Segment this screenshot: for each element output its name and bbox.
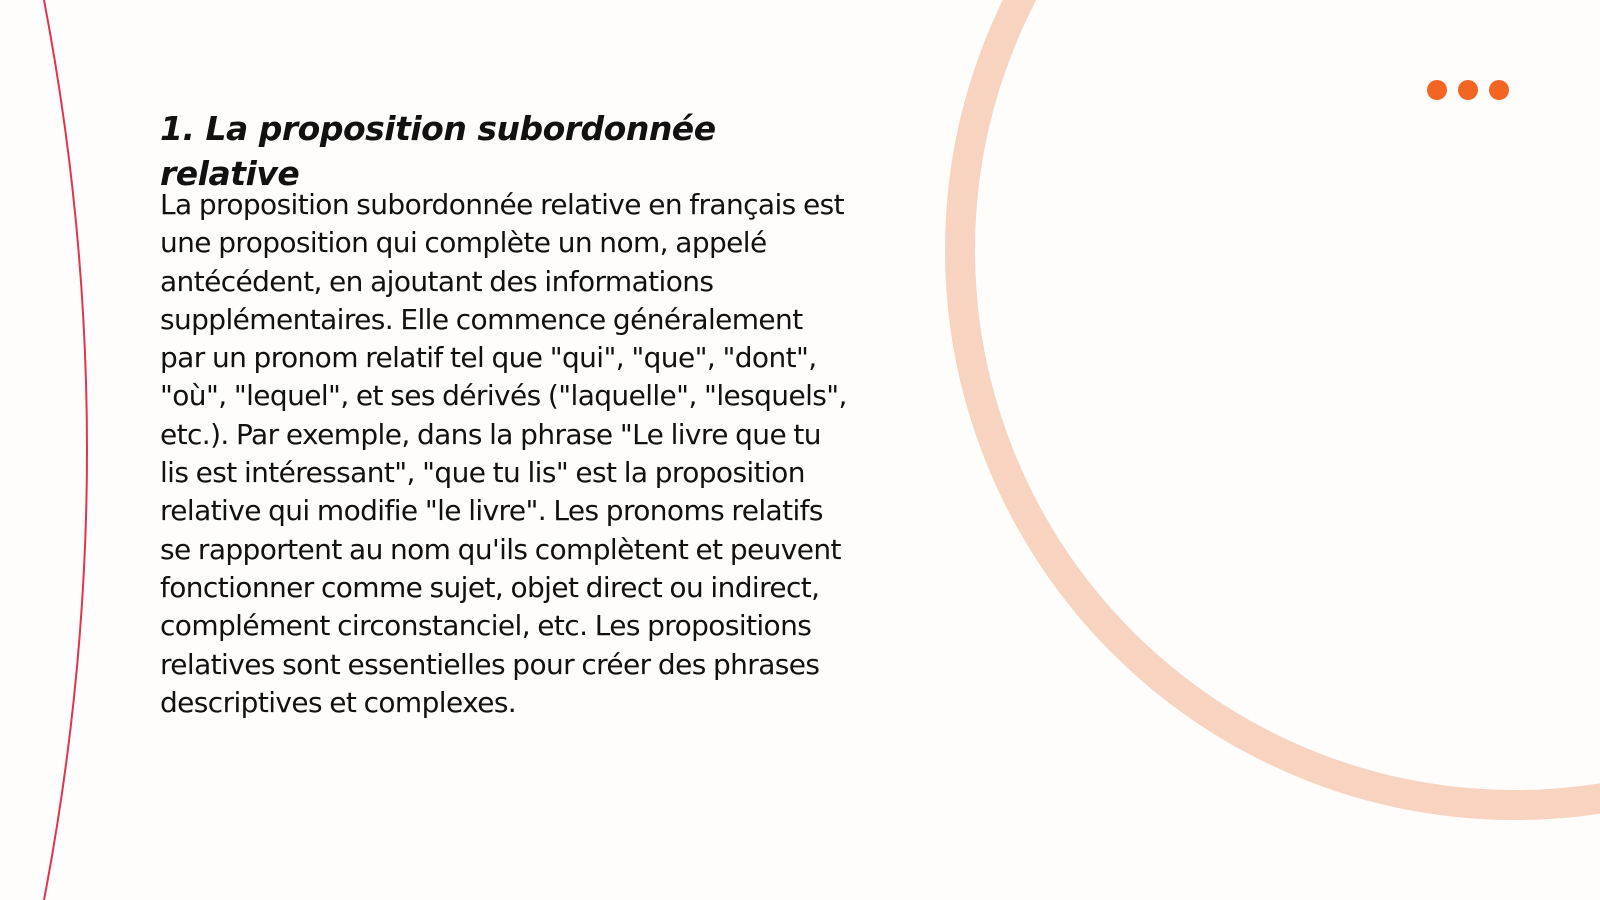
left-curve-line: [44, 0, 87, 900]
dot-icon: [1489, 80, 1509, 100]
slide-body-text: La proposition subordonnée relative en français est une proposition qui complète un nom, appelé antécédent, en ajoutant des informations supplémentaires. Elle commence généralement par un pronom relatif tel que "qui", "que", "dont", "où", "lequel", et ses dérivés ("laquelle", "lesquels", etc.). Par exemple, dans la phrase "Le livre que tu lis est intéressant", "que tu lis" est la proposition relative qui modifie "le livre". Les pronoms relatifs se rapportent au nom qu'ils complètent et peuvent fonctionner comme sujet, objet direct ou indirect, complément circonstanciel, etc. Les propositions relatives sont essentielles pour créer des phrases descriptives et complexes.: [160, 188, 847, 719]
slide-title: 1. La proposition subordonnée relative: [160, 109, 716, 193]
ellipsis-dots: [1427, 80, 1509, 100]
content-block: [160, 106, 850, 722]
dot-icon: [1458, 80, 1478, 100]
dot-icon: [1427, 80, 1447, 100]
peach-ring: [960, 0, 1600, 805]
